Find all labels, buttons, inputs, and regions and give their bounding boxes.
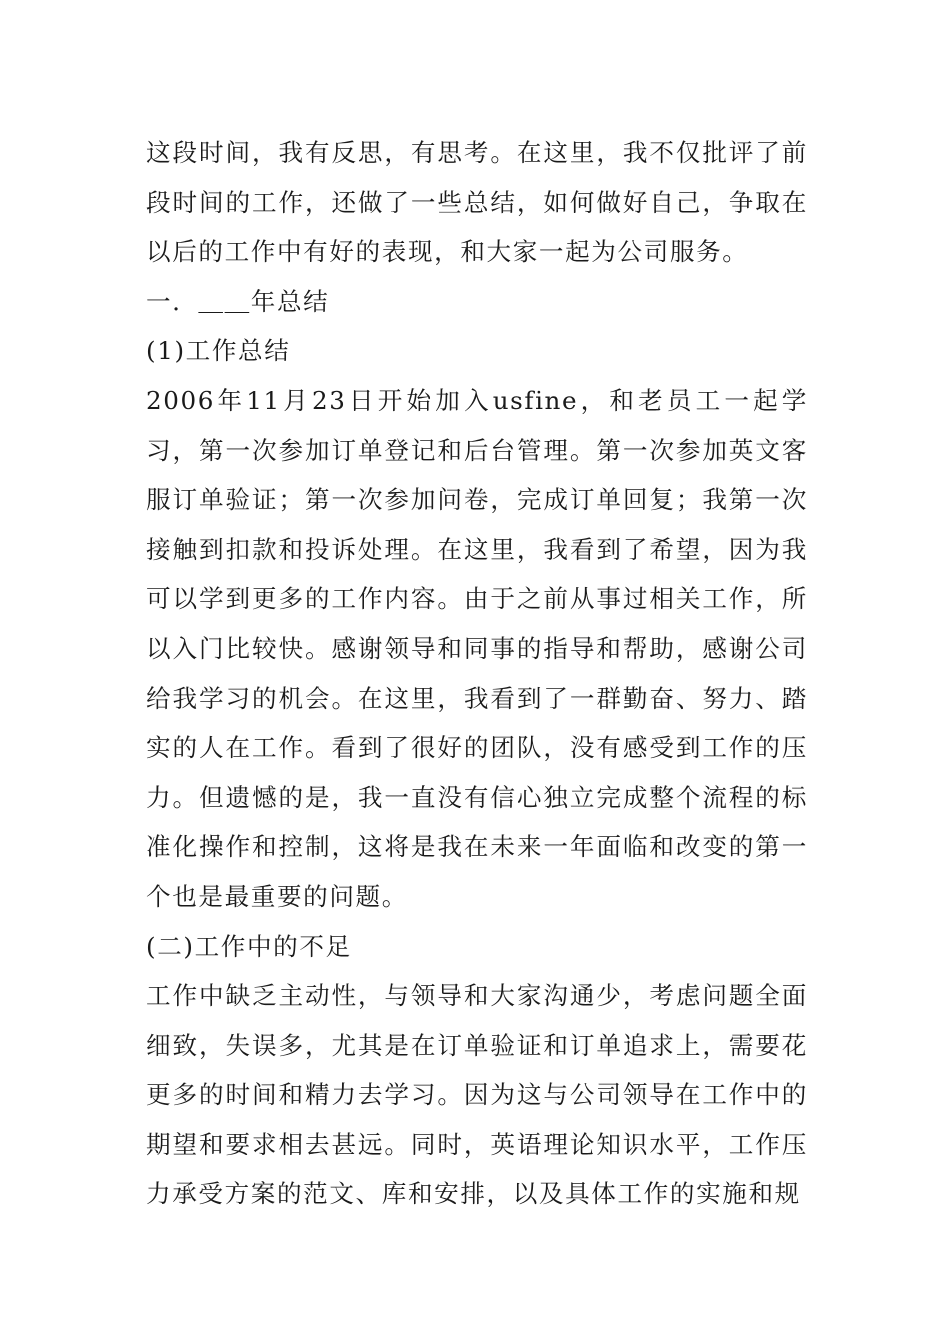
paragraph-reflection: 这段时间，我有反思，有思考。在这里，我不仅批评了前段时间的工作，还做了一些总结，如何做好自己，争取在以后的工作中有好的表现，和大家一起为公司服务。: [146, 138, 808, 267]
heading-year-summary: 一．＿＿年总结: [146, 286, 330, 316]
paragraph-work-summary: 2006年11月23日开始加入usfine，和老员工一起学习，第一次参加订单登记和后台管理。第一次参加英文客服订单验证；第一次参加问卷，完成订单回复；我第一次接触到扣款和投诉处理。在这里，我看到了希望，因为我可以学到更多的工作内容。由于之前从事过相关工作，所以入门比较快。感谢领导和同事的指导和帮助，感谢公司给我学习的机会。在这里，我看到了一群勤奋、努力、踏实的人在工作。看到了很好的团队，没有感受到工作的压力。但遗憾的是，我一直没有信心独立完成整个流程的标准化操作和控制，这将是我在未来一年面临和改变的第一个也是最重要的问题。: [146, 385, 808, 911]
heading-work-summary: (1)工作总结: [146, 336, 291, 366]
heading-shortcomings: (二)工作中的不足: [146, 931, 352, 961]
document-body: [146, 128, 808, 1219]
paragraph-shortcomings: 工作中缺乏主动性，与领导和大家沟通少，考虑问题全面细致，失误多，尤其是在订单验证和订单追求上，需要花更多的时间和精力去学习。因为这与公司领导在工作中的期望和要求相去甚远。同时，英语理论知识水平，工作压力承受方案的范文、库和安排，以及具体工作的实施和规: [146, 981, 808, 1209]
